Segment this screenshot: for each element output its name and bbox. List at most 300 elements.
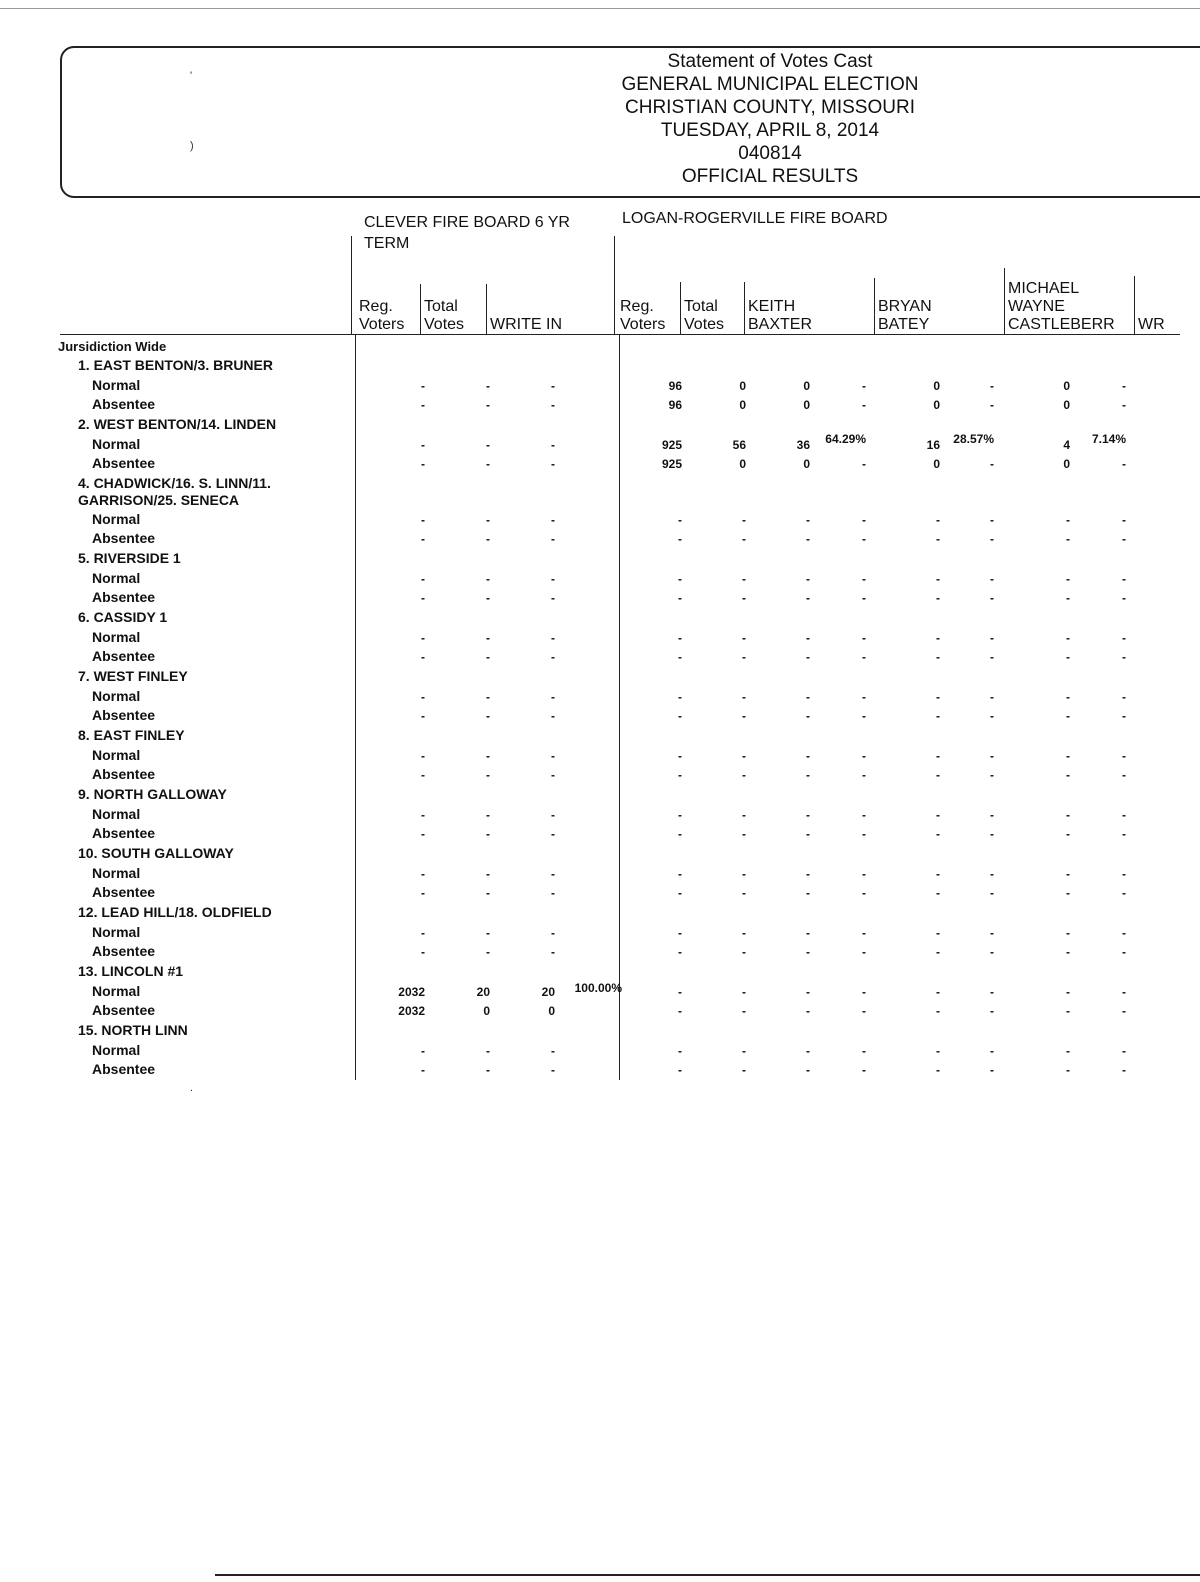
- clever-value: -: [421, 457, 425, 471]
- logan-value: 96: [668, 379, 682, 393]
- logan-value: -: [806, 690, 810, 704]
- clever-value: 20: [541, 985, 555, 999]
- logan-value: -: [806, 945, 810, 959]
- logan-percent: 28.57%: [953, 432, 994, 446]
- logan-value: -: [936, 513, 940, 527]
- logan-value: -: [1066, 886, 1070, 900]
- logan-value: -: [1066, 690, 1070, 704]
- clever-value: -: [486, 926, 490, 940]
- contest-title-logan: LOGAN-ROGERVILLE FIRE BOARD: [622, 210, 888, 227]
- logan-percent: -: [862, 650, 866, 664]
- logan-value: 96: [668, 398, 682, 412]
- logan-percent: -: [1122, 808, 1126, 822]
- clever-value: -: [551, 945, 555, 959]
- col-clever-total-votes: Total Votes: [424, 298, 465, 333]
- logan-value: -: [742, 591, 746, 605]
- logan-percent: -: [990, 867, 994, 881]
- logan-value: -: [678, 1063, 682, 1077]
- logan-percent: -: [862, 1004, 866, 1018]
- logan-value: -: [742, 827, 746, 841]
- clever-value: -: [486, 532, 490, 546]
- precinct-name: 15. NORTH LINN: [78, 1022, 188, 1038]
- logan-percent: 64.29%: [825, 432, 866, 446]
- clever-value: -: [551, 768, 555, 782]
- logan-percent: -: [862, 926, 866, 940]
- col-keith-baxter: KEITH BAXTER: [748, 298, 813, 333]
- scan-bottom-edge: [215, 1574, 1200, 1576]
- col-logan-total-votes: Total Votes: [684, 298, 725, 333]
- logan-percent: -: [990, 1063, 994, 1077]
- logan-value: 56: [732, 438, 746, 452]
- logan-value: -: [678, 749, 682, 763]
- clever-value: -: [421, 690, 425, 704]
- logan-value: -: [678, 532, 682, 546]
- logan-value: -: [742, 1044, 746, 1058]
- election-date: TUESDAY, APRIL 8, 2014: [660, 120, 880, 141]
- row-label-absentee: Absentee: [92, 707, 156, 723]
- clever-value: -: [421, 572, 425, 586]
- clever-value: -: [486, 867, 490, 881]
- logan-value: -: [806, 867, 810, 881]
- logan-value: -: [742, 532, 746, 546]
- clever-value: -: [551, 886, 555, 900]
- row-label-absentee: Absentee: [92, 455, 156, 471]
- clever-value: -: [421, 709, 425, 723]
- clever-value: -: [551, 457, 555, 471]
- clever-value: -: [486, 749, 490, 763]
- clever-value: -: [486, 768, 490, 782]
- logan-value: 4: [1063, 438, 1070, 452]
- logan-value: -: [1066, 945, 1070, 959]
- clever-value: -: [551, 808, 555, 822]
- logan-percent: -: [990, 650, 994, 664]
- clever-value: -: [486, 808, 490, 822]
- clever-value: -: [551, 709, 555, 723]
- logan-percent: -: [1122, 985, 1126, 999]
- logan-value: -: [936, 886, 940, 900]
- logan-percent: -: [862, 709, 866, 723]
- col-write-in-truncated: WR: [1138, 316, 1165, 333]
- clever-value: -: [551, 1044, 555, 1058]
- logan-value: -: [742, 650, 746, 664]
- logan-percent: -: [1122, 379, 1126, 393]
- clever-value: -: [551, 379, 555, 393]
- logan-value: -: [806, 1044, 810, 1058]
- clever-value: -: [551, 690, 555, 704]
- logan-percent: -: [862, 749, 866, 763]
- logan-value: -: [936, 1063, 940, 1077]
- logan-value: -: [1066, 808, 1070, 822]
- clever-value: -: [551, 1063, 555, 1077]
- row-label-normal: Normal: [92, 1042, 141, 1058]
- row-label-absentee: Absentee: [92, 884, 156, 900]
- logan-percent: -: [862, 985, 866, 999]
- clever-value: -: [486, 1044, 490, 1058]
- logan-value: -: [936, 945, 940, 959]
- logan-percent: -: [862, 945, 866, 959]
- clever-value: -: [421, 1063, 425, 1077]
- logan-value: 36: [796, 438, 810, 452]
- jurisdiction-wide-label: Jursidiction Wide: [58, 339, 167, 354]
- logan-value: -: [678, 768, 682, 782]
- clever-value: -: [421, 631, 425, 645]
- logan-percent: -: [990, 749, 994, 763]
- clever-value: -: [551, 631, 555, 645]
- clever-value: -: [421, 1044, 425, 1058]
- logan-value: 0: [803, 379, 810, 393]
- contest-title-clever: CLEVER FIRE BOARD 6 YR TERM: [364, 214, 570, 252]
- logan-value: -: [806, 886, 810, 900]
- col-clever-reg-voters: Reg. Voters: [359, 298, 405, 333]
- precinct-name: 13. LINCOLN #1: [78, 963, 184, 979]
- row-label-normal: Normal: [92, 436, 141, 452]
- row-label-normal: Normal: [92, 629, 141, 645]
- logan-percent: -: [990, 827, 994, 841]
- clever-value: -: [486, 438, 490, 452]
- logan-percent: -: [990, 926, 994, 940]
- logan-value: -: [936, 749, 940, 763]
- precinct-name: 10. SOUTH GALLOWAY: [78, 845, 234, 861]
- logan-percent: -: [990, 1044, 994, 1058]
- logan-value: 925: [661, 438, 682, 452]
- logan-value: -: [806, 749, 810, 763]
- logan-value: 0: [1063, 457, 1070, 471]
- clever-value: -: [421, 650, 425, 664]
- clever-value: -: [486, 1063, 490, 1077]
- logan-value: 0: [739, 379, 746, 393]
- logan-value: -: [806, 985, 810, 999]
- logan-value: -: [1066, 591, 1070, 605]
- row-label-normal: Normal: [92, 865, 141, 881]
- logan-value: -: [806, 650, 810, 664]
- clever-value: -: [551, 398, 555, 412]
- logan-value: -: [742, 572, 746, 586]
- clever-value: -: [421, 768, 425, 782]
- logan-percent: -: [862, 827, 866, 841]
- clever-value: -: [421, 827, 425, 841]
- logan-percent: -: [990, 591, 994, 605]
- row-label-normal: Normal: [92, 570, 141, 586]
- logan-value: -: [678, 945, 682, 959]
- clever-value: -: [486, 457, 490, 471]
- precinct-name: 5. RIVERSIDE 1: [78, 550, 181, 566]
- logan-value: 0: [803, 457, 810, 471]
- logan-percent: -: [862, 867, 866, 881]
- scan-speck: .: [190, 1082, 194, 1094]
- logan-percent: -: [1122, 631, 1126, 645]
- clever-value: -: [421, 886, 425, 900]
- clever-value: -: [486, 398, 490, 412]
- row-label-normal: Normal: [92, 806, 141, 822]
- row-label-normal: Normal: [92, 983, 141, 999]
- logan-value: -: [806, 1063, 810, 1077]
- logan-value: -: [742, 690, 746, 704]
- logan-percent: -: [990, 532, 994, 546]
- logan-percent: -: [990, 709, 994, 723]
- logan-percent: -: [1122, 650, 1126, 664]
- clever-value: -: [486, 827, 490, 841]
- logan-value: -: [742, 926, 746, 940]
- logan-percent: -: [990, 768, 994, 782]
- logan-percent: -: [990, 631, 994, 645]
- logan-value: -: [936, 690, 940, 704]
- clever-value: -: [421, 867, 425, 881]
- logan-percent: -: [862, 631, 866, 645]
- logan-value: -: [678, 867, 682, 881]
- clever-value: -: [551, 513, 555, 527]
- clever-value: -: [551, 827, 555, 841]
- logan-value: -: [936, 827, 940, 841]
- logan-percent: -: [862, 379, 866, 393]
- logan-value: -: [1066, 827, 1070, 841]
- clever-value: -: [551, 438, 555, 452]
- logan-percent: -: [862, 808, 866, 822]
- logan-value: -: [742, 631, 746, 645]
- logan-value: -: [806, 572, 810, 586]
- report-title: Statement of Votes Cast: [667, 51, 873, 72]
- logan-value: -: [806, 827, 810, 841]
- row-label-normal: Normal: [92, 688, 141, 704]
- logan-value: -: [678, 631, 682, 645]
- logan-percent: -: [1122, 768, 1126, 782]
- logan-percent: -: [1122, 398, 1126, 412]
- logan-percent: -: [862, 532, 866, 546]
- row-label-absentee: Absentee: [92, 530, 156, 546]
- logan-value: -: [678, 808, 682, 822]
- logan-percent: -: [990, 886, 994, 900]
- logan-value: -: [678, 985, 682, 999]
- county-name: CHRISTIAN COUNTY, MISSOURI: [625, 97, 915, 118]
- clever-value: -: [421, 591, 425, 605]
- clever-value: 20: [476, 985, 490, 999]
- logan-value: -: [742, 513, 746, 527]
- logan-value: -: [742, 709, 746, 723]
- logan-value: -: [806, 926, 810, 940]
- logan-percent: -: [990, 513, 994, 527]
- clever-value: -: [421, 513, 425, 527]
- logan-value: -: [936, 926, 940, 940]
- logan-value: 0: [933, 398, 940, 412]
- logan-value: -: [936, 808, 940, 822]
- logan-value: -: [678, 709, 682, 723]
- logan-value: -: [936, 867, 940, 881]
- logan-value: -: [1066, 926, 1070, 940]
- logan-percent: -: [1122, 886, 1126, 900]
- logan-value: -: [806, 709, 810, 723]
- clever-value: -: [551, 926, 555, 940]
- logan-value: -: [742, 985, 746, 999]
- clever-value: -: [421, 438, 425, 452]
- logan-value: -: [742, 886, 746, 900]
- logan-value: -: [806, 591, 810, 605]
- logan-percent: -: [862, 398, 866, 412]
- col-michael-wayne-castleberr: MICHAEL WAYNE CASTLEBERR: [1008, 280, 1115, 333]
- row-label-absentee: Absentee: [92, 589, 156, 605]
- row-label-normal: Normal: [92, 511, 141, 527]
- logan-percent: -: [1122, 867, 1126, 881]
- clever-value: -: [551, 572, 555, 586]
- logan-value: -: [742, 749, 746, 763]
- logan-value: -: [936, 1004, 940, 1018]
- logan-value: -: [806, 808, 810, 822]
- logan-value: -: [806, 768, 810, 782]
- row-label-normal: Normal: [92, 924, 141, 940]
- logan-value: -: [1066, 572, 1070, 586]
- logan-percent: 7.14%: [1091, 432, 1126, 446]
- logan-value: -: [1066, 1044, 1070, 1058]
- logan-value: -: [678, 572, 682, 586]
- logan-value: 0: [739, 457, 746, 471]
- logan-value: -: [678, 1044, 682, 1058]
- logan-value: -: [742, 1004, 746, 1018]
- logan-percent: -: [990, 945, 994, 959]
- clever-value: -: [486, 650, 490, 664]
- col-clever-write-in: WRITE IN: [490, 316, 562, 333]
- clever-value: -: [421, 379, 425, 393]
- logan-value: -: [806, 1004, 810, 1018]
- election-code: 040814: [738, 143, 802, 164]
- clever-value: -: [421, 926, 425, 940]
- logan-value: -: [678, 591, 682, 605]
- scan-speck: ': [190, 70, 193, 82]
- logan-value: -: [742, 945, 746, 959]
- scan-speck: ): [190, 140, 194, 152]
- clever-value: 2032: [398, 1004, 425, 1018]
- logan-value: -: [1066, 513, 1070, 527]
- precinct-name: 1. EAST BENTON/3. BRUNER: [78, 357, 273, 373]
- logan-percent: -: [862, 591, 866, 605]
- election-name: GENERAL MUNICIPAL ELECTION: [621, 74, 919, 95]
- clever-percent: 100.00%: [574, 981, 622, 995]
- logan-percent: -: [990, 457, 994, 471]
- logan-value: -: [1066, 631, 1070, 645]
- logan-value: -: [1066, 1004, 1070, 1018]
- clever-value: -: [551, 749, 555, 763]
- logan-value: -: [742, 1063, 746, 1077]
- logan-value: -: [742, 867, 746, 881]
- logan-value: -: [936, 768, 940, 782]
- row-label-absentee: Absentee: [92, 825, 156, 841]
- row-label-absentee: Absentee: [92, 396, 156, 412]
- logan-value: -: [678, 1004, 682, 1018]
- clever-value: 0: [483, 1004, 490, 1018]
- clever-value: -: [421, 808, 425, 822]
- logan-value: 16: [926, 438, 940, 452]
- logan-percent: -: [862, 768, 866, 782]
- precinct-name: 8. EAST FINLEY: [78, 727, 185, 743]
- logan-percent: -: [862, 457, 866, 471]
- logan-value: -: [936, 709, 940, 723]
- logan-value: -: [1066, 532, 1070, 546]
- logan-value: 925: [661, 457, 682, 471]
- logan-value: -: [1066, 1063, 1070, 1077]
- clever-value: -: [486, 572, 490, 586]
- logan-percent: -: [990, 1004, 994, 1018]
- row-label-absentee: Absentee: [92, 766, 156, 782]
- logan-percent: -: [862, 690, 866, 704]
- logan-value: -: [1066, 650, 1070, 664]
- logan-percent: -: [862, 513, 866, 527]
- logan-percent: -: [862, 572, 866, 586]
- precinct-name: 12. LEAD HILL/18. OLDFIELD: [78, 904, 272, 920]
- logan-value: -: [936, 631, 940, 645]
- logan-value: -: [742, 768, 746, 782]
- logan-percent: -: [1122, 572, 1126, 586]
- row-label-normal: Normal: [92, 377, 141, 393]
- row-label-absentee: Absentee: [92, 943, 156, 959]
- logan-value: 0: [933, 457, 940, 471]
- logan-value: -: [936, 1044, 940, 1058]
- precinct-name: 9. NORTH GALLOWAY: [78, 786, 227, 802]
- logan-percent: -: [862, 1063, 866, 1077]
- clever-value: 0: [548, 1004, 555, 1018]
- logan-percent: -: [1122, 591, 1126, 605]
- clever-value: -: [551, 650, 555, 664]
- precinct-name: 4. CHADWICK/16. S. LINN/11. GARRISON/25. SENECA: [78, 475, 271, 508]
- logan-value: 0: [739, 398, 746, 412]
- logan-value: -: [678, 690, 682, 704]
- logan-percent: -: [1122, 690, 1126, 704]
- results-status: OFFICIAL RESULTS: [681, 166, 859, 187]
- logan-percent: -: [990, 379, 994, 393]
- col-logan-reg-voters: Reg. Voters: [620, 298, 666, 333]
- clever-value: -: [486, 945, 490, 959]
- clever-value: -: [551, 532, 555, 546]
- logan-value: -: [936, 591, 940, 605]
- clever-value: -: [421, 945, 425, 959]
- logan-percent: -: [1122, 709, 1126, 723]
- precinct-name: 2. WEST BENTON/14. LINDEN: [78, 416, 277, 432]
- row-label-normal: Normal: [92, 747, 141, 763]
- logan-value: -: [936, 532, 940, 546]
- logan-percent: -: [990, 985, 994, 999]
- logan-value: -: [678, 886, 682, 900]
- logan-value: -: [936, 650, 940, 664]
- row-label-absentee: Absentee: [92, 1061, 156, 1077]
- row-label-absentee: Absentee: [92, 1002, 156, 1018]
- logan-percent: -: [1122, 513, 1126, 527]
- clever-value: -: [486, 591, 490, 605]
- logan-value: -: [806, 631, 810, 645]
- logan-value: 0: [803, 398, 810, 412]
- logan-percent: -: [1122, 827, 1126, 841]
- clever-value: 2032: [398, 985, 425, 999]
- clever-value: -: [486, 631, 490, 645]
- logan-value: -: [806, 532, 810, 546]
- logan-percent: -: [862, 1044, 866, 1058]
- logan-value: -: [1066, 768, 1070, 782]
- clever-value: -: [421, 398, 425, 412]
- logan-percent: -: [1122, 457, 1126, 471]
- clever-value: -: [486, 709, 490, 723]
- logan-value: -: [678, 827, 682, 841]
- logan-percent: -: [990, 398, 994, 412]
- logan-value: -: [742, 808, 746, 822]
- logan-value: -: [1066, 749, 1070, 763]
- logan-percent: -: [1122, 532, 1126, 546]
- logan-value: -: [678, 513, 682, 527]
- clever-value: -: [421, 532, 425, 546]
- logan-value: -: [936, 572, 940, 586]
- col-bryan-batey: BRYAN BATEY: [878, 298, 932, 333]
- logan-value: 0: [1063, 398, 1070, 412]
- clever-value: -: [551, 591, 555, 605]
- logan-percent: -: [1122, 1044, 1126, 1058]
- clever-value: -: [486, 886, 490, 900]
- clever-value: -: [486, 690, 490, 704]
- logan-value: 0: [1063, 379, 1070, 393]
- logan-percent: -: [862, 886, 866, 900]
